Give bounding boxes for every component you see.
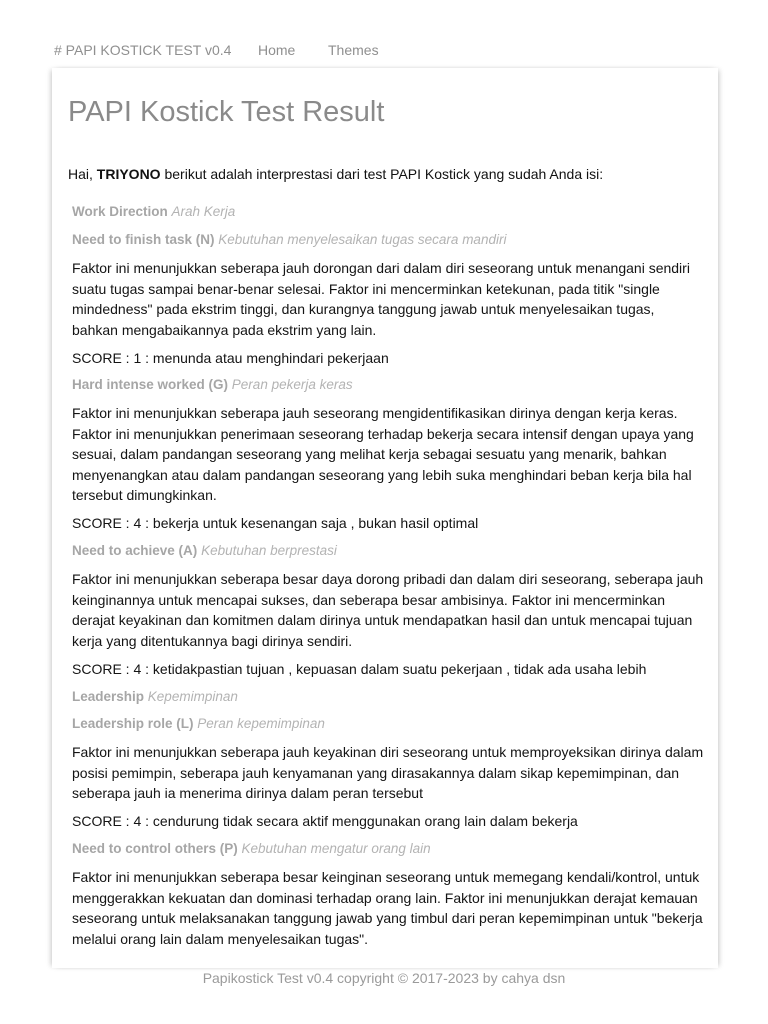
factor-score-a: SCORE : 4 : ketidakpastian tujuan , kepuasan dalam suatu pekerjaan , tidak ada usaha lebih bbox=[72, 661, 647, 677]
greeting-suffix: berikut adalah interprestasi dari test PAPI Kostick yang sudah Anda isi: bbox=[160, 166, 604, 182]
result-card bbox=[52, 68, 718, 968]
category-heading-work-direction: Work Direction Arah Kerja bbox=[72, 204, 236, 219]
page-title: PAPI Kostick Test Result bbox=[68, 96, 385, 128]
factor-description-p: Faktor ini menunjukkan seberapa besar keinginan seseorang untuk memegang kendali/kontrol, untuk menggerakkan kekuatan dan dominasi terhadap orang lain. Faktor ini menunjukkan derajat kemauan seseorang untuk melaksanakan tanggung jawab yang timbul dari peran kepemimpinan untuk "bekerja melalui orang lain dalam menyelesaikan tugas". bbox=[72, 869, 703, 947]
nav-home-link[interactable]: Home bbox=[258, 42, 296, 58]
factor-score-n: SCORE : 1 : menunda atau menghindari pekerjaan bbox=[72, 350, 389, 366]
user-name: TRIYONO bbox=[96, 166, 161, 182]
footer-copyright: Papikostick Test v0.4 copyright © 2017-2023 by cahya dsn bbox=[202, 970, 566, 986]
factor-description-n: Faktor ini menunjukkan seberapa jauh dorongan dari dalam diri seseorang untuk menangani sendiri suatu tugas sampai benar-benar selesai. Faktor ini mencerminkan ketekunan, pada titik "single mindedness" pada ekstrim tinggi, dan kurangnya tanggung jawab untuk menyelesaikan tugas, bahkan mengabaikannya pada ekstrim yang lain. bbox=[72, 260, 690, 338]
navbar-brand-link[interactable]: # PAPI KOSTICK TEST v0.4 bbox=[54, 42, 232, 58]
factor-heading-l: Leadership role (L) Peran kepemimpinan bbox=[72, 716, 325, 731]
factor-description-l: Faktor ini menunjukkan seberapa jauh keyakinan diri seseorang untuk memproyeksikan dirinya dalam posisi pemimpin, seberapa jauh kenyamanan yang dirasakannya dalam sikap kepemimpinan, dan seberapa jauh ia menerima dirinya dalam peran tersebut bbox=[72, 744, 704, 802]
greeting-prefix: Hai, bbox=[68, 166, 97, 182]
factor-score-l: SCORE : 4 : cendurung tidak secara aktif menggunakan orang lain dalam bekerja bbox=[72, 813, 578, 829]
category-heading-leadership: Leadership Kepemimpinan bbox=[72, 689, 238, 704]
factor-heading-g: Hard intense worked (G) Peran pekerja keras bbox=[72, 377, 353, 392]
nav-themes-link[interactable]: Themes bbox=[328, 42, 379, 58]
factor-heading-n: Need to finish task (N) Kebutuhan menyelesaikan tugas secara mandiri bbox=[72, 232, 507, 247]
top-navbar bbox=[0, 0, 768, 66]
factor-description-g: Faktor ini menunjukkan seberapa jauh seseorang mengidentifikasikan dirinya dengan kerja keras. Faktor ini menunjukkan penerimaan seseorang terhadap bekerja secara intensif dengan upaya yang sesuai, dalam pandangan seseorang yang melihat kerja sebagai sesuatu yang menarik, bahkan menyenangkan atau dalam pandangan seseorang yang lebih suka menghindari beban kerja bila hal tersebut dimungkinkan. bbox=[72, 405, 694, 504]
factor-heading-p: Need to control others (P) Kebutuhan mengatur orang lain bbox=[72, 841, 431, 856]
factor-score-g: SCORE : 4 : bekerja untuk kesenangan saja , bukan hasil optimal bbox=[72, 515, 479, 531]
factor-description-a: Faktor ini menunjukkan seberapa besar daya dorong pribadi dan dalam diri seseorang, seberapa jauh keinginannya untuk mencapai sukses, dan seberapa besar ambisinya. Faktor ini mencerminkan derajat keyakinan dan komitmen dalam dirinya untuk mendapatkan hasil dan untuk mencapai tujuan kerja yang ditentukannya bagi dirinya sendiri. bbox=[72, 571, 704, 649]
factor-heading-a: Need to achieve (A) Kebutuhan berprestasi bbox=[72, 543, 337, 558]
greeting-text bbox=[68, 166, 603, 182]
